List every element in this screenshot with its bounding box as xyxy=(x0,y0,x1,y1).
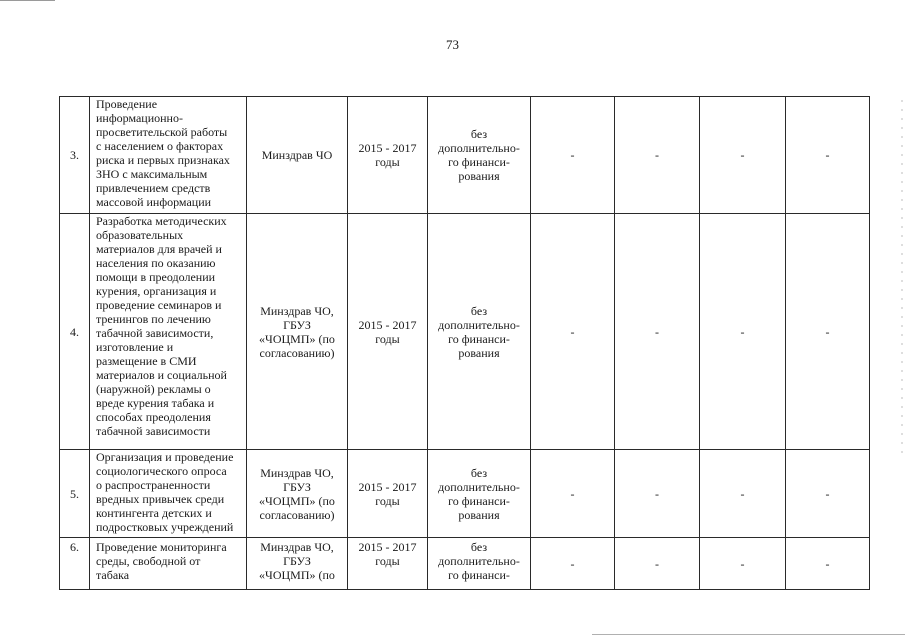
value-cell: - xyxy=(786,450,870,538)
executor-cell: Минздрав ЧО, ГБУЗ «ЧОЦМП» (по xyxy=(247,538,348,590)
period-cell: 2015 - 2017 годы xyxy=(348,450,428,538)
measures-table xyxy=(59,96,870,590)
value-cell: - xyxy=(531,214,615,450)
period-cell: 2015 - 2017 годы xyxy=(348,97,428,214)
table-row xyxy=(60,97,870,214)
value-cell: - xyxy=(615,97,700,214)
value-cell: - xyxy=(786,214,870,450)
funding-cell: без дополнительно- го финанси- рования xyxy=(428,214,531,450)
table-row xyxy=(60,450,870,538)
table-row xyxy=(60,214,870,450)
executor-cell: Минздрав ЧО, ГБУЗ «ЧОЦМП» (по согласованию) xyxy=(247,214,348,450)
period-cell: 2015 - 2017 годы xyxy=(348,538,428,590)
value-cell: - xyxy=(615,450,700,538)
value-cell: - xyxy=(615,538,700,590)
funding-cell: без дополнительно- го финанси- xyxy=(428,538,531,590)
row-number: 3. xyxy=(60,97,90,214)
value-cell: - xyxy=(531,97,615,214)
value-cell: - xyxy=(700,214,786,450)
funding-cell: без дополнительно- го финанси- рования xyxy=(428,450,531,538)
value-cell: - xyxy=(700,538,786,590)
value-cell: - xyxy=(700,450,786,538)
value-cell: - xyxy=(615,214,700,450)
value-cell: - xyxy=(700,97,786,214)
scan-edge-mark xyxy=(592,634,905,635)
value-cell: - xyxy=(531,538,615,590)
row-number: 6. xyxy=(60,538,90,590)
scan-edge-noise xyxy=(901,100,903,460)
row-number: 5. xyxy=(60,450,90,538)
value-cell: - xyxy=(531,450,615,538)
measure-description: Разработка методических образовательных материалов для врачей и населения по оказанию помощи в преодолении курения, организация и проведение семинаров и тренингов по лечению табачной зависимости, изготовление и размещение в СМИ материалов и социальной (наружной) рекламы о вреде курения табака и способах преодоления табачной зависимости xyxy=(90,214,247,450)
measure-description: Организация и проведение социологического опроса о распространенности вредных привычек среди контингента детских и подростковых учреждений xyxy=(90,450,247,538)
period-cell: 2015 - 2017 годы xyxy=(348,214,428,450)
executor-cell: Минздрав ЧО xyxy=(247,97,348,214)
value-cell: - xyxy=(786,538,870,590)
scan-edge-mark xyxy=(0,0,55,1)
table-row xyxy=(60,538,870,590)
measure-description: Проведение информационно- просветительской работы с населением о факторах риска и первых признаках ЗНО с максимальным привлечением средств массовой информации xyxy=(90,97,247,214)
executor-cell: Минздрав ЧО, ГБУЗ «ЧОЦМП» (по согласованию) xyxy=(247,450,348,538)
row-number: 4. xyxy=(60,214,90,450)
measure-description: Проведение мониторинга среды, свободной от табака xyxy=(90,538,247,590)
page-number: 73 xyxy=(446,37,459,52)
value-cell: - xyxy=(786,97,870,214)
funding-cell: без дополнительно- го финанси- рования xyxy=(428,97,531,214)
